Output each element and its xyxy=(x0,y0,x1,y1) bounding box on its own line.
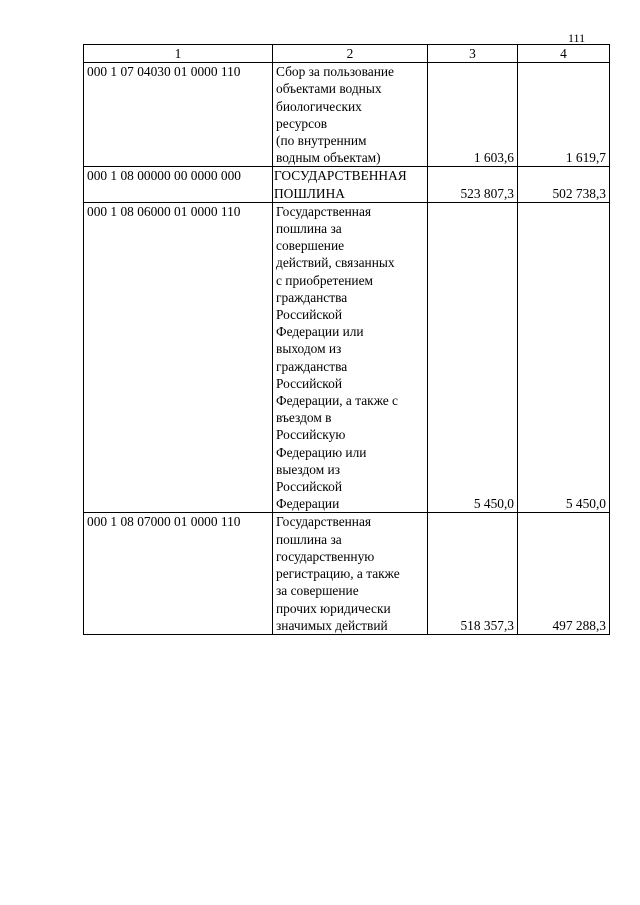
row-value-col3: 518 357,3 xyxy=(428,513,518,634)
table-header-row xyxy=(84,45,610,63)
row-value-col4: 502 738,3 xyxy=(518,167,610,202)
row-code: 000 1 08 06000 01 0000 110 xyxy=(84,202,273,513)
row-code: 000 1 07 04030 01 0000 110 xyxy=(84,63,273,167)
row-value-col3: 523 807,3 xyxy=(428,167,518,202)
row-code: 000 1 08 00000 00 0000 000 xyxy=(84,167,273,202)
table-row xyxy=(84,513,610,634)
header-col-1: 1 xyxy=(84,45,273,63)
row-name: Государственная пошлина за совершение действий, связанных с приобретением гражданства Российской Федерации или выходом из гражданства Российской Федерации, а также с въездом в Российскую Федерацию или выездом из Российской Федерации xyxy=(273,202,428,513)
row-value-col4: 5 450,0 xyxy=(518,202,610,513)
row-value-col4: 1 619,7 xyxy=(518,63,610,167)
table-row xyxy=(84,167,610,202)
row-value-col4: 497 288,3 xyxy=(518,513,610,634)
header-col-3: 3 xyxy=(428,45,518,63)
header-col-2: 2 xyxy=(273,45,428,63)
budget-table xyxy=(83,44,610,635)
row-code: 000 1 08 07000 01 0000 110 xyxy=(84,513,273,634)
table-row xyxy=(84,63,610,167)
header-col-4: 4 xyxy=(518,45,610,63)
row-name: Сбор за пользование объектами водных биологических ресурсов (по внутренним водным объектам) xyxy=(273,63,428,167)
row-value-col3: 5 450,0 xyxy=(428,202,518,513)
page-number: 111 xyxy=(568,31,586,45)
row-name: Государственная пошлина за государственную регистрацию, а также за совершение прочих юридически значимых действий xyxy=(273,513,428,634)
row-value-col3: 1 603,6 xyxy=(428,63,518,167)
row-name: ГОСУДАРСТВЕННАЯ ПОШЛИНА xyxy=(273,167,428,202)
table-row xyxy=(84,202,610,513)
